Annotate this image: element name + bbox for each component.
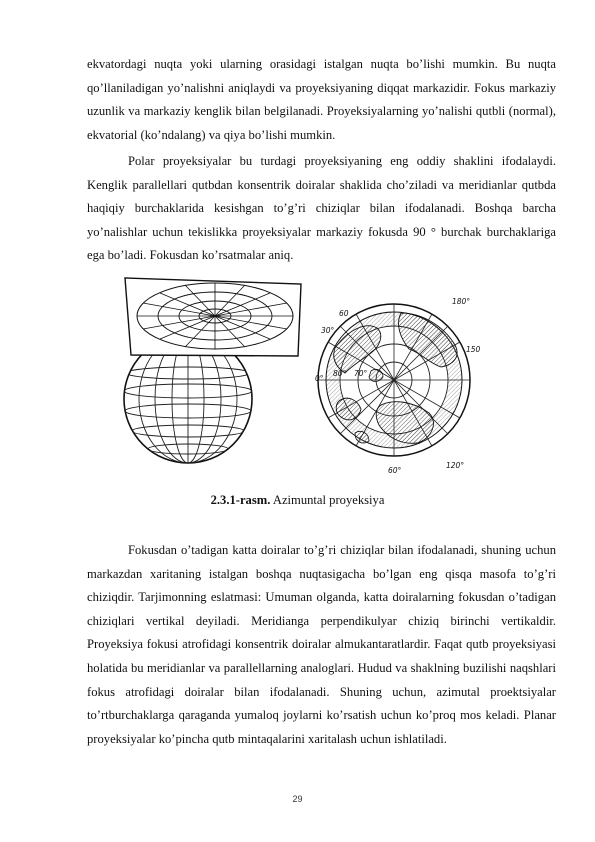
page-number: 29 <box>292 794 303 804</box>
map-label-lat-80: 80° <box>333 369 347 378</box>
paragraph-3: Fokusdan o’tadigan katta doiralar to’g’ri chiziqlar bilan ifodalanadi, shuning uchun markazdan xaritaning istalgan boshqa nuqtasigacha bo’lgan eng qisqa masofa to’g’ri chiziqdir. Tarjimonning eslatmasi: Umuman olganda, katta doiralarning fokusdan o’tadigan chiziqlari vertikal deyiladi. Meridianga perpendikulyar chiziq birinchi vertikaldir. Proyeksiya fokusi atrofidagi konsentrik doiralar almukantaratlardir. Faqat qutb proyeksiyasi holatida bu meridianlar va parallellarning analoglari. Hudud va shaklning buzilishi naqshlari fokus atrofidagi doiralar bilan ifodalanadi. Shuning uchun, azimutal proektsiyalar to’rtburchaklarga qaraganda yumaloq joylarni ko’rsatish uchun ko’proq mos keladi. Planar proyeksiyalar ko’pincha qutb mintaqalarini xaritalash uchun ishlatiladi. <box>87 543 556 746</box>
map-label-lon-120: 120° <box>446 461 465 470</box>
paragraph-2: Polar proyeksiyalar bu turdagi proyeksiyaning eng oddiy shaklini ifodalaydi. Kenglik parallellari qutbdan konsentrik doiralar shaklida cho’ziladi va meridianlar qutbda haqiqiy burchaklarida kesishgan to’g’ri chiziqlar bilan ifodalanadi. Boshqa barcha yo’nalishlar uchun tekislikka proyeksiyalar markaziy fokusda 90 ° burchak burchaklariga ega bo’ladi. Fokusdan ko’rsatmalar aniq. <box>87 154 556 263</box>
map-label-lon-60: 60 <box>339 309 349 318</box>
figure-drawing <box>125 273 481 488</box>
map-label-lon-30: 30° <box>321 326 335 335</box>
azimuthal-projection-figure <box>125 273 481 488</box>
map-label-lat-70: 70° <box>354 369 368 378</box>
map-label-lon-150: 150 <box>466 345 481 354</box>
figure-caption-label: 2.3.1-rasm. <box>210 493 271 507</box>
polar-map-drawing <box>315 297 481 475</box>
map-label-lon-0: 0° <box>315 374 324 383</box>
map-label-lon-60b: 60° <box>388 466 402 475</box>
map-label-lon-180: 180° <box>452 297 471 306</box>
figure-caption-text: Azimuntal proyeksiya <box>270 493 385 507</box>
figure-caption <box>0 491 595 509</box>
paragraph-1: ekvatordagi nuqta yoki ularning orasidagi istalgan nuqta bo’lishi mumkin. Bu nuqta qo’llaniladigan yo’nalishni aniqlaydi va proyeksiyaning diqqat markazidir. Fokus markaziy uzunlik va markaziy kenglik bilan belgilanadi. Proyeksiyalarning yo’nalishi qutbli (normal), ekvatorial (ko’ndalang) va qiya bo’lishi mumkin. <box>87 57 556 142</box>
projection-plane-drawing <box>125 278 301 356</box>
